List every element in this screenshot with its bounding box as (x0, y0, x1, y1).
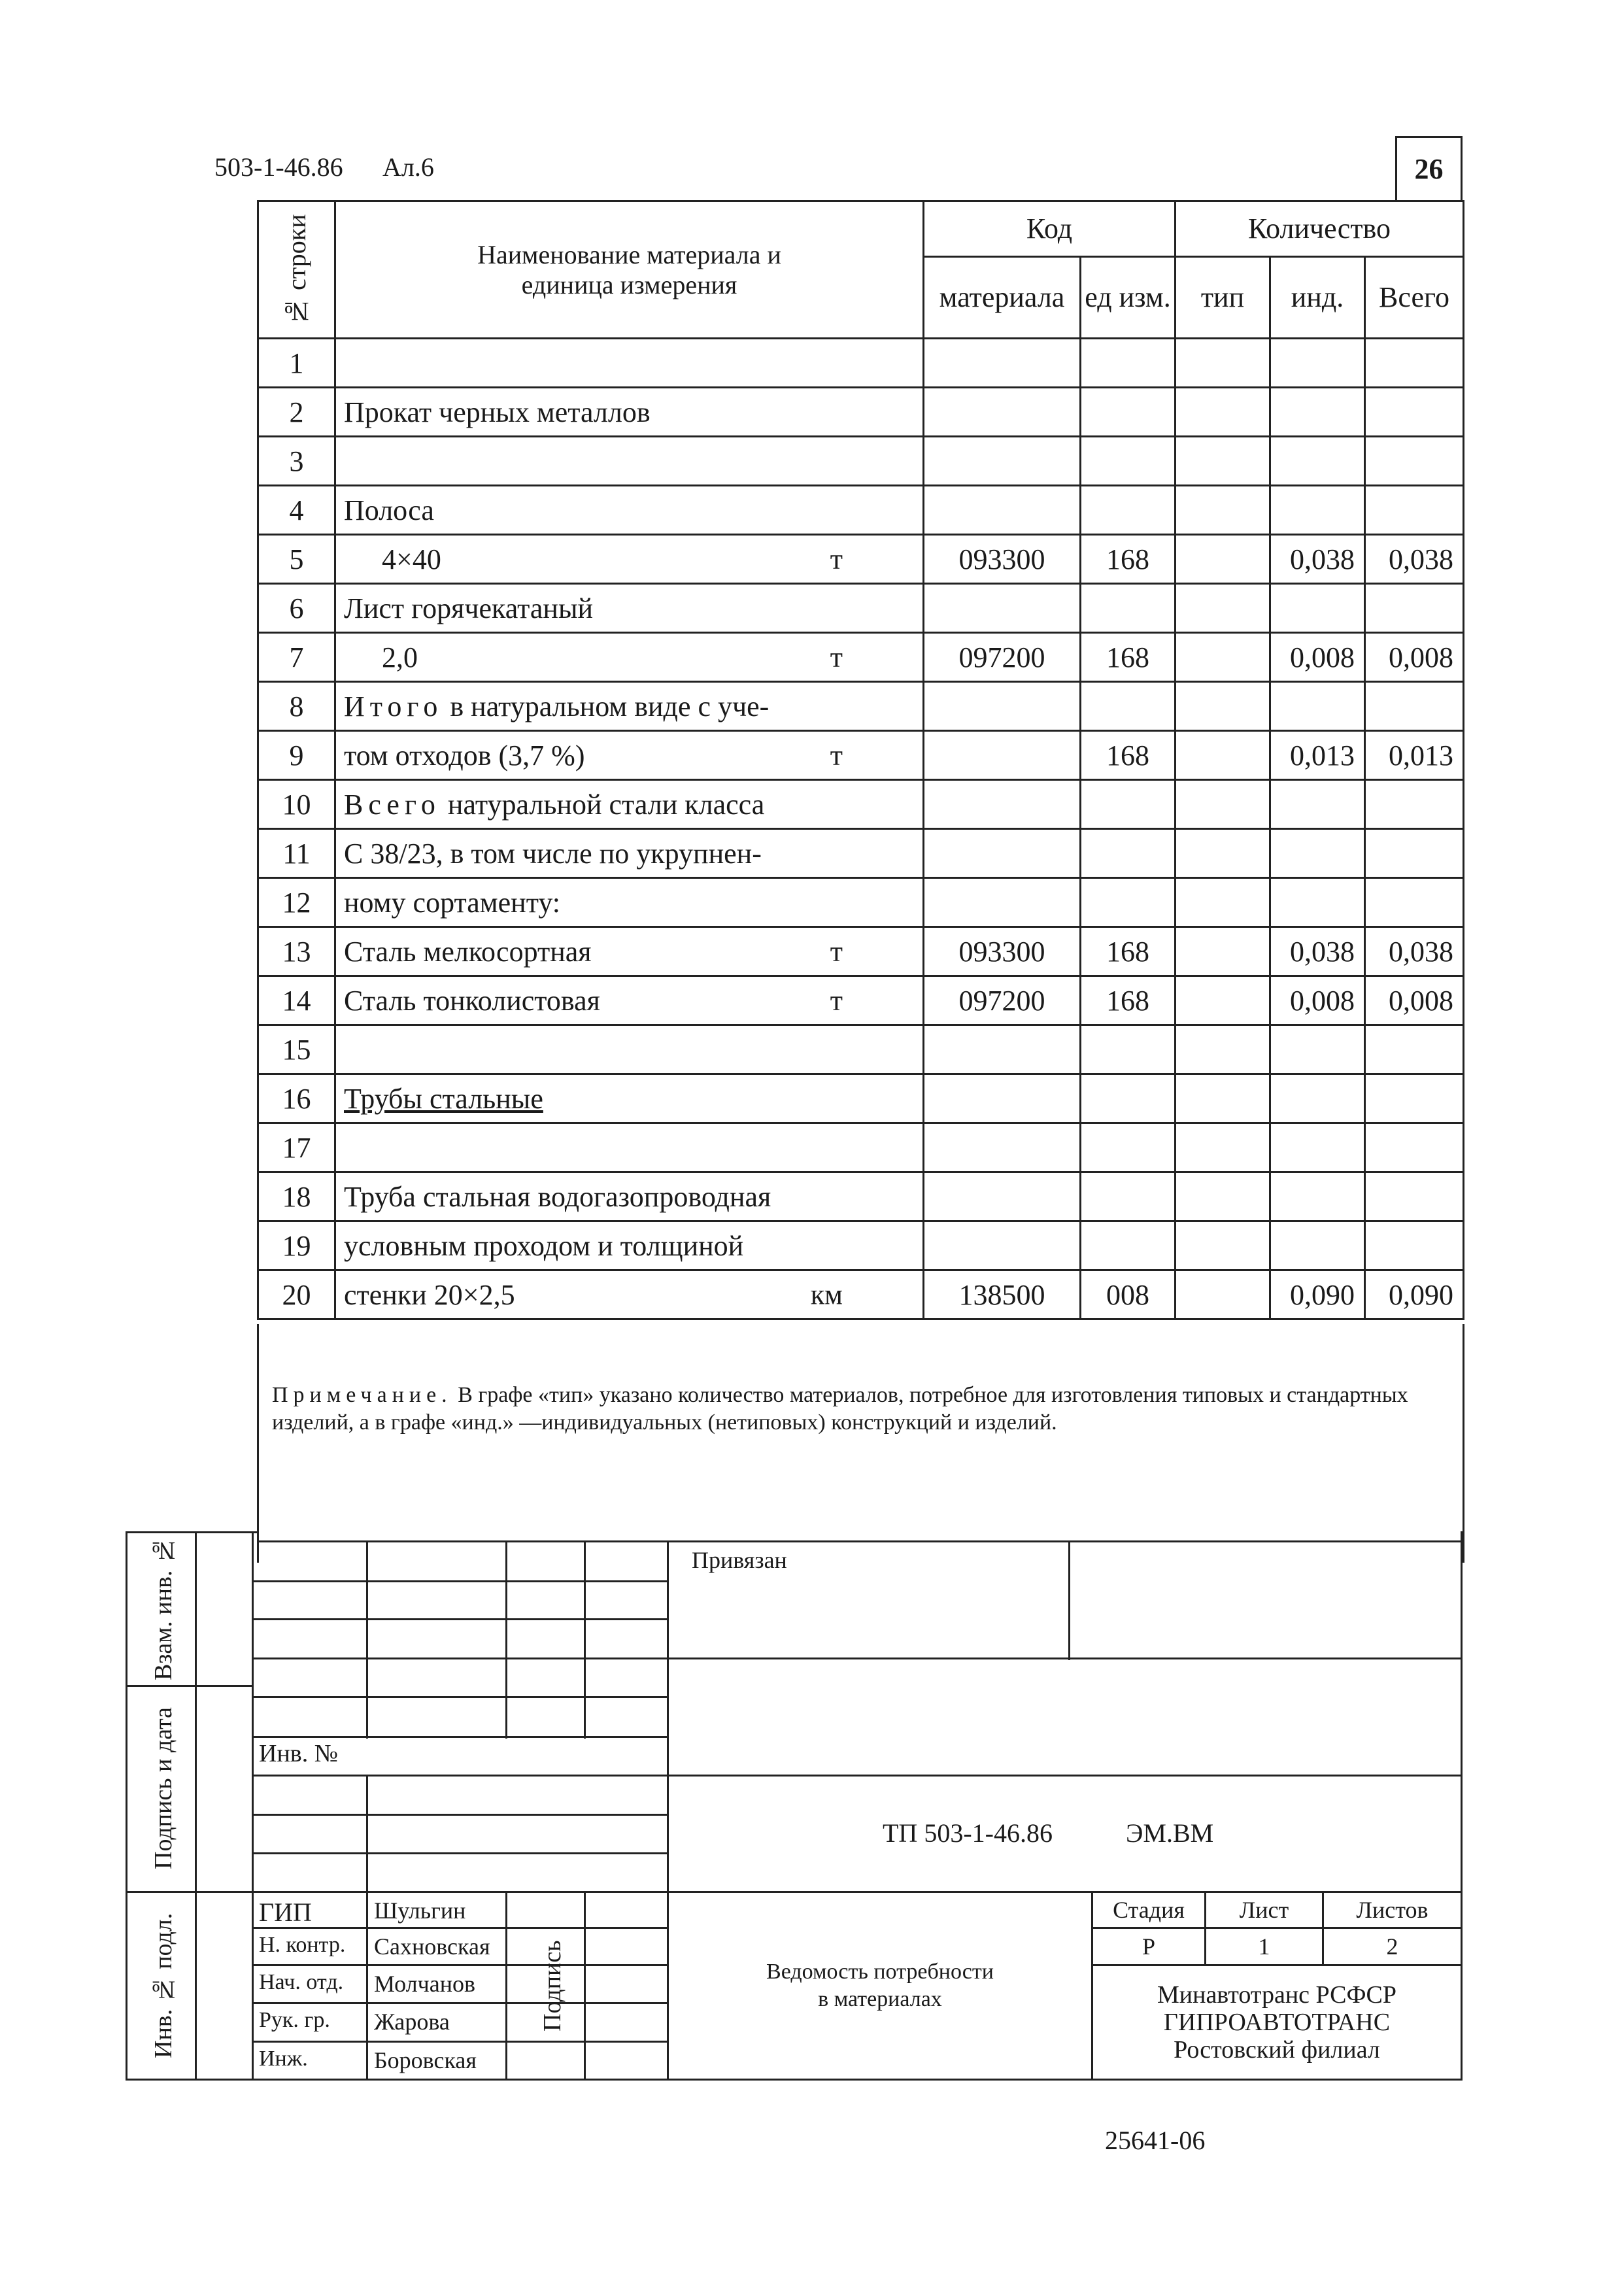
qty-type (1176, 535, 1270, 584)
qty-ind (1270, 437, 1365, 486)
material-name-text: Лист горячекатаный (344, 592, 594, 624)
qty-ind (1270, 388, 1365, 437)
header-material-name: Наименование материала и единица измерения (335, 201, 924, 339)
qty-type (1176, 780, 1270, 829)
material-unit: т (830, 543, 843, 575)
organization (1093, 1966, 1461, 2079)
qty-total: 0,008 (1365, 976, 1464, 1025)
table-row (258, 976, 1464, 1025)
material-name (335, 1074, 924, 1123)
material-name (335, 1221, 924, 1270)
qty-type (1176, 927, 1270, 976)
label-zam-inv: Взам. инв. № (150, 1537, 177, 1680)
material-name-text: натуральной стали класса (440, 788, 765, 821)
material-code: 097200 (924, 633, 1081, 682)
unit-code (1081, 682, 1176, 731)
unit-code: 168 (1081, 927, 1176, 976)
row-number: 1 (258, 339, 335, 388)
material-code (924, 1025, 1081, 1074)
qty-ind (1270, 1172, 1365, 1221)
qty-total (1365, 878, 1464, 927)
material-name-text: Сталь тонколистовая (344, 984, 600, 1017)
qty-type (1176, 1221, 1270, 1270)
unit-code (1081, 1025, 1176, 1074)
designation: ТП 503-1-46.86 (883, 1818, 1053, 1848)
sheets-label: Листов (1356, 1897, 1429, 1923)
signature-name: Жарова (374, 2009, 450, 2035)
unit-code: 168 (1081, 535, 1176, 584)
table-row (258, 878, 1464, 927)
material-name-text: в натуральном виде с уче- (443, 690, 770, 722)
qty-total (1365, 584, 1464, 633)
table-row (258, 682, 1464, 731)
qty-ind (1270, 486, 1365, 535)
signature-name: Шульгин (374, 1897, 466, 1924)
inv-number-label: Инв. № (259, 1740, 338, 1767)
signature-role: Инж. (259, 2047, 308, 2071)
qty-ind (1270, 584, 1365, 633)
unit-code (1081, 780, 1176, 829)
table-row (258, 829, 1464, 878)
qty-ind: 0,038 (1270, 927, 1365, 976)
material-name (335, 829, 924, 878)
row-number: 10 (258, 780, 335, 829)
unit-code (1081, 1074, 1176, 1123)
org-line3: Ростовский филиал (1174, 2036, 1380, 2064)
qty-total (1365, 1074, 1464, 1123)
unit-code: 168 (1081, 731, 1176, 780)
material-name-text: Трубы стальные (344, 1082, 543, 1115)
table-row (258, 1172, 1464, 1221)
row-number: 7 (258, 633, 335, 682)
qty-total (1365, 780, 1464, 829)
qty-type (1176, 339, 1270, 388)
material-code (924, 878, 1081, 927)
table-row (258, 339, 1464, 388)
material-code: 093300 (924, 535, 1081, 584)
table-row (258, 584, 1464, 633)
table-row (258, 535, 1464, 584)
material-code (924, 437, 1081, 486)
material-code (924, 339, 1081, 388)
row-number: 14 (258, 976, 335, 1025)
signature-role: Нач. отд. (259, 1970, 344, 1994)
org-line1: Минавтотранс РСФСР (1157, 1981, 1396, 2009)
qty-type (1176, 976, 1270, 1025)
qty-total: 0,090 (1365, 1270, 1464, 1319)
qty-type (1176, 682, 1270, 731)
material-name (335, 1123, 924, 1172)
row-number: 18 (258, 1172, 335, 1221)
table-row (258, 1270, 1464, 1319)
qty-total (1365, 339, 1464, 388)
header-qty-total: Всего (1365, 257, 1464, 339)
table-row (258, 780, 1464, 829)
row-number: 3 (258, 437, 335, 486)
material-name-text: С 38/23, в том числе по укрупнен- (344, 837, 762, 870)
qty-total: 0,038 (1365, 927, 1464, 976)
qty-type (1176, 829, 1270, 878)
material-name-text: Полоса (344, 494, 434, 526)
unit-code (1081, 339, 1176, 388)
material-unit: т (830, 641, 843, 673)
material-name (335, 682, 924, 731)
unit-code: 168 (1081, 976, 1176, 1025)
material-name (335, 1025, 924, 1074)
document-title (669, 1893, 1091, 2079)
unit-code: 168 (1081, 633, 1176, 682)
unit-code: 008 (1081, 1270, 1176, 1319)
material-name (335, 780, 924, 829)
qty-type (1176, 633, 1270, 682)
signature-role: ГИП (259, 1897, 312, 1927)
qty-ind: 0,013 (1270, 731, 1365, 780)
sheet-value: 1 (1258, 1933, 1270, 1960)
archive-number: 25641-06 (1105, 2126, 1206, 2155)
signature-role: Н. контр. (259, 1933, 346, 1957)
unit-code (1081, 437, 1176, 486)
material-code (924, 1123, 1081, 1172)
material-name-text: 2,0 (382, 641, 418, 673)
qty-total (1365, 829, 1464, 878)
table-row (258, 1025, 1464, 1074)
qty-total: 0,038 (1365, 535, 1464, 584)
header-qty-type: тип (1176, 257, 1270, 339)
document-title-line2: в материалах (818, 1987, 942, 2011)
material-code (924, 682, 1081, 731)
header-row-number: № строки (258, 201, 335, 339)
signature-role: Рук. гр. (259, 2008, 330, 2032)
qty-type (1176, 437, 1270, 486)
table-row (258, 633, 1464, 682)
note-area (257, 1324, 1464, 1563)
material-name (335, 535, 924, 584)
material-name (335, 1172, 924, 1221)
material-name-text: условным проходом и толщиной (344, 1229, 744, 1262)
stage-value: Р (1142, 1933, 1156, 1960)
qty-type (1176, 1270, 1270, 1319)
material-code (924, 1172, 1081, 1221)
org-line2: ГИПРОАВТОТРАНС (1163, 2009, 1391, 2036)
material-name-text: том отходов (3,7 %) (344, 739, 585, 772)
row-number: 19 (258, 1221, 335, 1270)
material-name-text: 4×40 (382, 543, 441, 575)
unit-code (1081, 829, 1176, 878)
unit-code (1081, 878, 1176, 927)
qty-type (1176, 584, 1270, 633)
material-name (335, 388, 924, 437)
qty-total (1365, 1025, 1464, 1074)
qty-total: 0,013 (1365, 731, 1464, 780)
row-number: 20 (258, 1270, 335, 1319)
qty-ind: 0,008 (1270, 976, 1365, 1025)
qty-type (1176, 1074, 1270, 1123)
row-number: 11 (258, 829, 335, 878)
row-number: 6 (258, 584, 335, 633)
qty-type (1176, 878, 1270, 927)
material-name-text: ному сортаменту: (344, 886, 561, 919)
material-name-text: стенки 20×2,5 (344, 1278, 515, 1311)
material-code (924, 829, 1081, 878)
qty-ind (1270, 829, 1365, 878)
unit-code (1081, 1123, 1176, 1172)
row-number: 5 (258, 535, 335, 584)
unit-code (1081, 486, 1176, 535)
row-number: 17 (258, 1123, 335, 1172)
header-qty-ind: инд. (1270, 257, 1365, 339)
material-code (924, 486, 1081, 535)
note-body: В графе «тип» указано количество материалов, потребное для изготовления типовых и стандартных изделий, а в графе «инд.» —индивидуальных (нетиповых) конструкций и изделий. (272, 1383, 1408, 1435)
row-number: 8 (258, 682, 335, 731)
material-unit: т (830, 739, 843, 772)
material-name-text: Сталь мелкосортная (344, 935, 592, 968)
material-code (924, 388, 1081, 437)
qty-total: 0,008 (1365, 633, 1464, 682)
header-code-unit: ед изм. (1081, 257, 1176, 339)
qty-ind (1270, 682, 1365, 731)
qty-ind (1270, 1221, 1365, 1270)
row-number: 13 (258, 927, 335, 976)
row-number: 16 (258, 1074, 335, 1123)
qty-ind (1270, 1025, 1365, 1074)
qty-type (1176, 731, 1270, 780)
qty-ind (1270, 1074, 1365, 1123)
material-unit: т (830, 935, 843, 968)
table-row (258, 388, 1464, 437)
material-unit: т (830, 984, 843, 1017)
qty-total (1365, 1221, 1464, 1270)
label-inv-podl: Инв. № подл. (150, 1912, 177, 2059)
qty-total (1365, 437, 1464, 486)
table-row (258, 437, 1464, 486)
materials-table (257, 200, 1464, 1320)
material-code (924, 1074, 1081, 1123)
material-code: 097200 (924, 976, 1081, 1025)
document-code: 503-1-46.86 (214, 152, 343, 182)
label-podpis-data: Подпись и дата (150, 1707, 177, 1870)
qty-total (1365, 486, 1464, 535)
material-name (335, 584, 924, 633)
qty-ind: 0,090 (1270, 1270, 1365, 1319)
material-name (335, 927, 924, 976)
unit-code (1081, 584, 1176, 633)
table-row (258, 1221, 1464, 1270)
material-name (335, 437, 924, 486)
stage-label: Стадия (1113, 1897, 1185, 1923)
qty-ind (1270, 1123, 1365, 1172)
material-name-text: Прокат черных металлов (344, 396, 651, 428)
qty-total (1365, 388, 1464, 437)
qty-type (1176, 1172, 1270, 1221)
note-prefix: Примечание. (272, 1383, 452, 1407)
table-row (258, 927, 1464, 976)
material-name-text: Труба стальная водогазопроводная (344, 1180, 771, 1213)
row-number: 12 (258, 878, 335, 927)
material-name (335, 633, 924, 682)
album-number: Ал.6 (382, 152, 434, 182)
qty-total (1365, 682, 1464, 731)
unit-code (1081, 388, 1176, 437)
qty-type (1176, 486, 1270, 535)
signature-name: Молчанов (374, 1971, 475, 1997)
qty-total (1365, 1172, 1464, 1221)
qty-ind (1270, 878, 1365, 927)
sheets-value: 2 (1386, 1933, 1398, 1960)
header-quantity: Количество (1176, 201, 1464, 257)
table-row (258, 731, 1464, 780)
qty-ind: 0,008 (1270, 633, 1365, 682)
document-title-line1: Ведомость потребности (766, 1960, 994, 1984)
material-name (335, 486, 924, 535)
signature-name: Боровская (374, 2047, 477, 2073)
qty-type (1176, 1123, 1270, 1172)
designation-suffix: ЭМ.ВМ (1126, 1818, 1214, 1848)
qty-type (1176, 1025, 1270, 1074)
material-name-emphasis: Итого (344, 690, 443, 722)
qty-ind (1270, 780, 1365, 829)
material-code (924, 584, 1081, 633)
qty-type (1176, 388, 1270, 437)
row-number: 2 (258, 388, 335, 437)
material-name (335, 1270, 924, 1319)
header-code: Код (924, 201, 1176, 257)
row-number: 9 (258, 731, 335, 780)
material-code: 093300 (924, 927, 1081, 976)
signature-name: Сахновская (374, 1933, 490, 1960)
table-row (258, 1074, 1464, 1123)
material-name (335, 976, 924, 1025)
material-code (924, 1221, 1081, 1270)
material-unit: км (810, 1278, 843, 1311)
unit-code (1081, 1172, 1176, 1221)
row-number: 4 (258, 486, 335, 535)
qty-ind (1270, 339, 1365, 388)
page-number: 26 (1395, 136, 1463, 202)
unit-code (1081, 1221, 1176, 1270)
row-number: 15 (258, 1025, 335, 1074)
material-code (924, 780, 1081, 829)
note-text (272, 1382, 1449, 1436)
material-name (335, 731, 924, 780)
header-code-material: материала (924, 257, 1081, 339)
privyazan-label: Привязан (692, 1547, 787, 1573)
material-code: 138500 (924, 1270, 1081, 1319)
sheet-label: Лист (1239, 1897, 1289, 1923)
material-code (924, 731, 1081, 780)
table-row (258, 1123, 1464, 1172)
material-name-emphasis: Всего (344, 788, 441, 821)
qty-total (1365, 1123, 1464, 1172)
material-name (335, 878, 924, 927)
podpis-label: Подпись (539, 1940, 566, 2032)
table-row (258, 486, 1464, 535)
material-name (335, 339, 924, 388)
qty-ind: 0,038 (1270, 535, 1365, 584)
